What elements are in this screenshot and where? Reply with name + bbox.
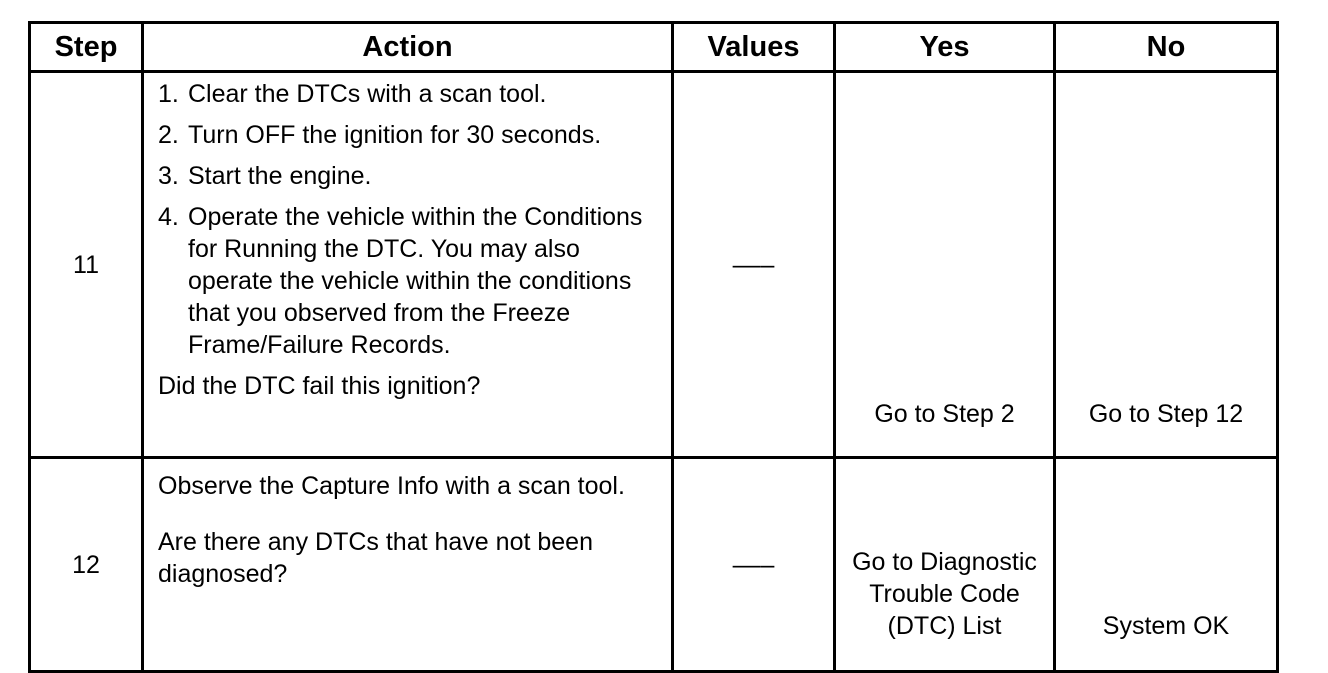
no-cell: System OK: [1055, 458, 1278, 672]
action-step-number: 1.: [158, 80, 179, 108]
yes-cell: Go to Diagnostic Trouble Code (DTC) List: [835, 458, 1055, 672]
header-step: Step: [30, 23, 143, 72]
action-step-text: Turn OFF the ignition for 30 seconds.: [188, 121, 602, 149]
action-step: [158, 119, 661, 151]
header-no: No: [1055, 23, 1278, 72]
yes-cell: Go to Step 2: [835, 72, 1055, 458]
diagnostic-table-container: [28, 21, 1276, 673]
values-cell: –––: [673, 72, 835, 458]
values-cell: –––: [673, 458, 835, 672]
table-row-step-11: [30, 72, 1278, 458]
action-question: Are there any DTCs that have not been diagnosed?: [158, 528, 593, 588]
action-step: [158, 160, 661, 192]
action-step-text: Start the engine.: [188, 162, 372, 190]
no-cell: Go to Step 12: [1055, 72, 1278, 458]
action-instruction: Observe the Capture Info with a scan tool.: [158, 472, 625, 500]
table-row-step-12: [30, 458, 1278, 672]
action-step-number: 2.: [158, 121, 179, 149]
action-step: [158, 201, 661, 361]
action-cell: [143, 458, 673, 672]
action-step-number: 4.: [158, 203, 179, 231]
action-question: Did the DTC fail this ignition?: [158, 372, 481, 400]
header-yes: Yes: [835, 23, 1055, 72]
action-step-text: Clear the DTCs with a scan tool.: [188, 80, 547, 108]
action-step-number: 3.: [158, 162, 179, 190]
step-number: 12: [30, 458, 143, 672]
action-step-text: Operate the vehicle within the Conditions for Running the DTC. You may also operate the vehicle within the conditions that you observed from the Freeze Frame/Failure Records.: [188, 203, 643, 359]
diagnostic-table: [28, 21, 1279, 673]
action-cell: [143, 72, 673, 458]
step-number: 11: [30, 72, 143, 458]
action-step-list: [158, 78, 661, 361]
header-values: Values: [673, 23, 835, 72]
action-step: [158, 78, 661, 110]
header-row: [30, 23, 1278, 72]
header-action: Action: [143, 23, 673, 72]
